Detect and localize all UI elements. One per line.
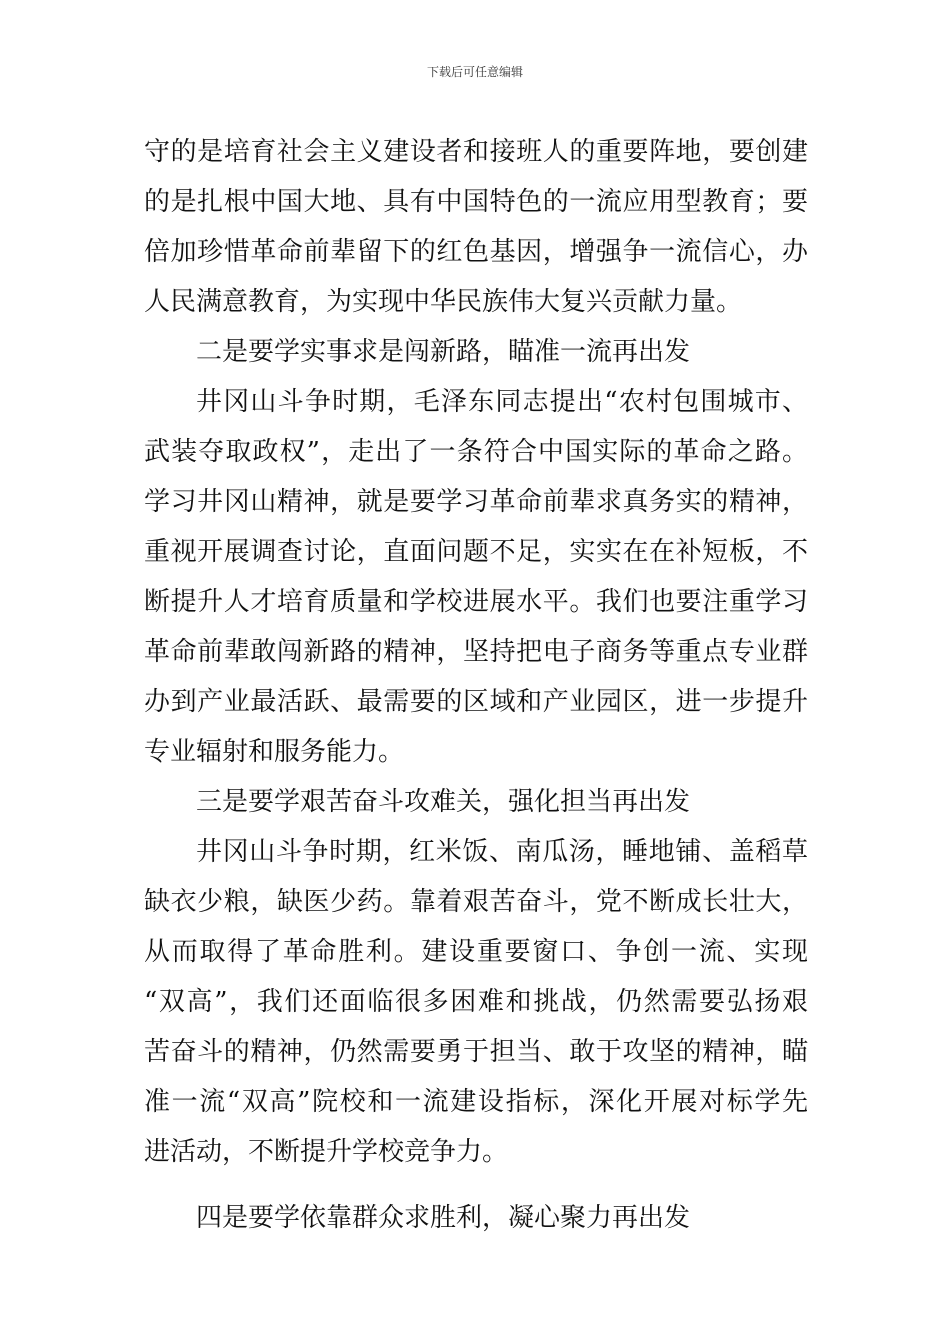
paragraph-line: 革命前辈敢闯新路的精神，坚持把电子商务等重点专业群 bbox=[144, 637, 808, 667]
section-heading: 四是要学依靠群众求胜利，凝心聚力再出发 bbox=[196, 1203, 691, 1233]
paragraph-line: 井冈山斗争时期，红米饭、南瓜汤，睡地铺、盖稻草 bbox=[196, 837, 808, 867]
paragraph-line: 进活动，不断提升学校竞争力。 bbox=[144, 1137, 509, 1167]
paragraph-line: 苦奋斗的精神，仍然需要勇于担当、敢于攻坚的精神，瞄 bbox=[144, 1037, 808, 1067]
paragraph-line: 准一流“双高”院校和一流建设指标，深化开展对标学先 bbox=[144, 1087, 808, 1117]
paragraph-line: 井冈山斗争时期，毛泽东同志提出“农村包围城市、 bbox=[196, 387, 808, 417]
paragraph-line: 倍加珍惜革命前辈留下的红色基因，增强争一流信心，办 bbox=[144, 237, 808, 267]
paragraph-line: 从而取得了革命胜利。建设重要窗口、争创一流、实现 bbox=[144, 937, 808, 967]
paragraph-line: 专业辐射和服务能力。 bbox=[144, 737, 405, 767]
page-header-note: 下载后可任意编辑 bbox=[426, 65, 523, 79]
paragraph-line: 武装夺取政权”，走出了一条符合中国实际的革命之路。 bbox=[144, 437, 808, 467]
paragraph-line: 断提升人才培育质量和学校进展水平。我们也要注重学习 bbox=[144, 587, 808, 617]
section-heading: 二是要学实事求是闯新路，瞄准一流再出发 bbox=[196, 337, 691, 367]
document-body bbox=[144, 127, 808, 1243]
paragraph-line: 的是扎根中国大地、具有中国特色的一流应用型教育；要 bbox=[144, 187, 808, 217]
paragraph-line: 缺衣少粮，缺医少药。靠着艰苦奋斗，党不断成长壮大， bbox=[144, 887, 808, 917]
paragraph-spacer bbox=[144, 1177, 808, 1193]
paragraph-line: “双高”，我们还面临很多困难和挑战，仍然需要弘扬艰 bbox=[144, 987, 808, 1017]
paragraph-line: 学习井冈山精神，就是要学习革命前辈求真务实的精神， bbox=[144, 487, 808, 517]
section-heading: 三是要学艰苦奋斗攻难关，强化担当再出发 bbox=[196, 787, 691, 817]
paragraph-line: 人民满意教育，为实现中华民族伟大复兴贡献力量。 bbox=[144, 287, 743, 317]
paragraph-line: 办到产业最活跃、最需要的区域和产业园区，进一步提升 bbox=[144, 687, 808, 717]
paragraph-line: 守的是培育社会主义建设者和接班人的重要阵地，要创建 bbox=[144, 137, 808, 167]
paragraph-line: 重视开展调查讨论，直面问题不足，实实在在补短板，不 bbox=[144, 537, 808, 567]
